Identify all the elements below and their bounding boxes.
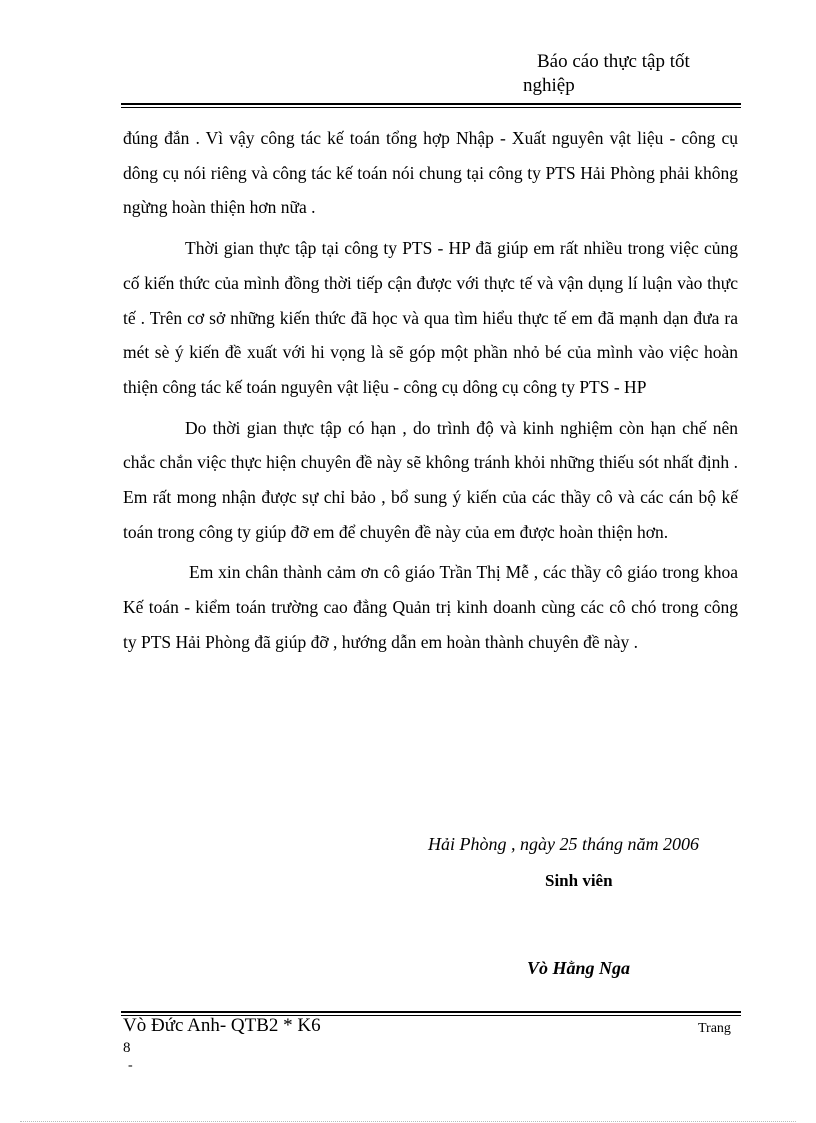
footer-dash: - xyxy=(128,1058,133,1073)
signature-role: Sinh viên xyxy=(545,871,613,890)
paragraph-2: Thời gian thực tập tại công ty PTS - HP đã giúp em rất nhiều trong việc củng cố kiến thức của mình đồng thời tiếp cận được với thực tế và vận dụng lí luận vào thực tế . Trên cơ sở những kiến thức đã học và qua tìm hiểu thực tế em đã mạnh dạn đưa ra mét sè ý kiến đề xuất với hi vọng là sẽ góp một phần nhỏ bé của mình vào việc hoàn thiện công tác kế toán nguyên vật liệu - công cụ dông cụ công ty PTS - HP xyxy=(123,238,738,397)
document-body xyxy=(123,121,738,666)
footer-author: Vò Đức Anh- QTB2 * K6 xyxy=(123,1015,321,1036)
header-title-line2: nghiệp xyxy=(523,75,575,96)
footer-page-number: 8 xyxy=(123,1040,131,1056)
header-title-line1: Báo cáo thực tập tốt xyxy=(537,51,690,72)
page-edge-divider xyxy=(20,1121,796,1122)
signature-place-date: Hải Phòng , ngày 25 tháng năm 2006 xyxy=(428,834,699,854)
page-header-title xyxy=(523,50,723,98)
paragraph-3: Do thời gian thực tập có hạn , do trình độ và kinh nghiệm còn hạn chế nên chắc chắn việc thực hiện chuyên đề này sẽ không tránh khỏi những thiếu sót nhất định . Em rất mong nhận được sự chỉ bảo , bổ sung ý kiến của các thầy cô và các cán bộ kế toán trong công ty giúp đỡ em để chuyên đề này của em được hoàn thiện hơn. xyxy=(123,417,738,542)
header-divider xyxy=(121,103,741,108)
paragraph-4: Em xin chân thành cảm ơn cô giáo Trần Thị Mễ , các thầy cô giáo trong khoa Kế toán - kiểm toán trường cao đẳng Quản trị kinh doanh cùng các cô chó trong công ty PTS Hải Phòng đã giúp đỡ , hướng dẫn em hoàn thành chuyên đề này . xyxy=(123,562,738,652)
paragraph-1: đúng đắn . Vì vậy công tác kế toán tổng hợp Nhập - Xuất nguyên vật liệu - công cụ dông cụ nói riêng và công tác kế toán nói chung tại công ty PTS Hải Phòng phải không ngừng hoàn thiện hơn nữa . xyxy=(123,128,738,218)
footer-page-label: Trang xyxy=(698,1021,731,1036)
signature-name: Vò Hằng Nga xyxy=(527,958,631,978)
